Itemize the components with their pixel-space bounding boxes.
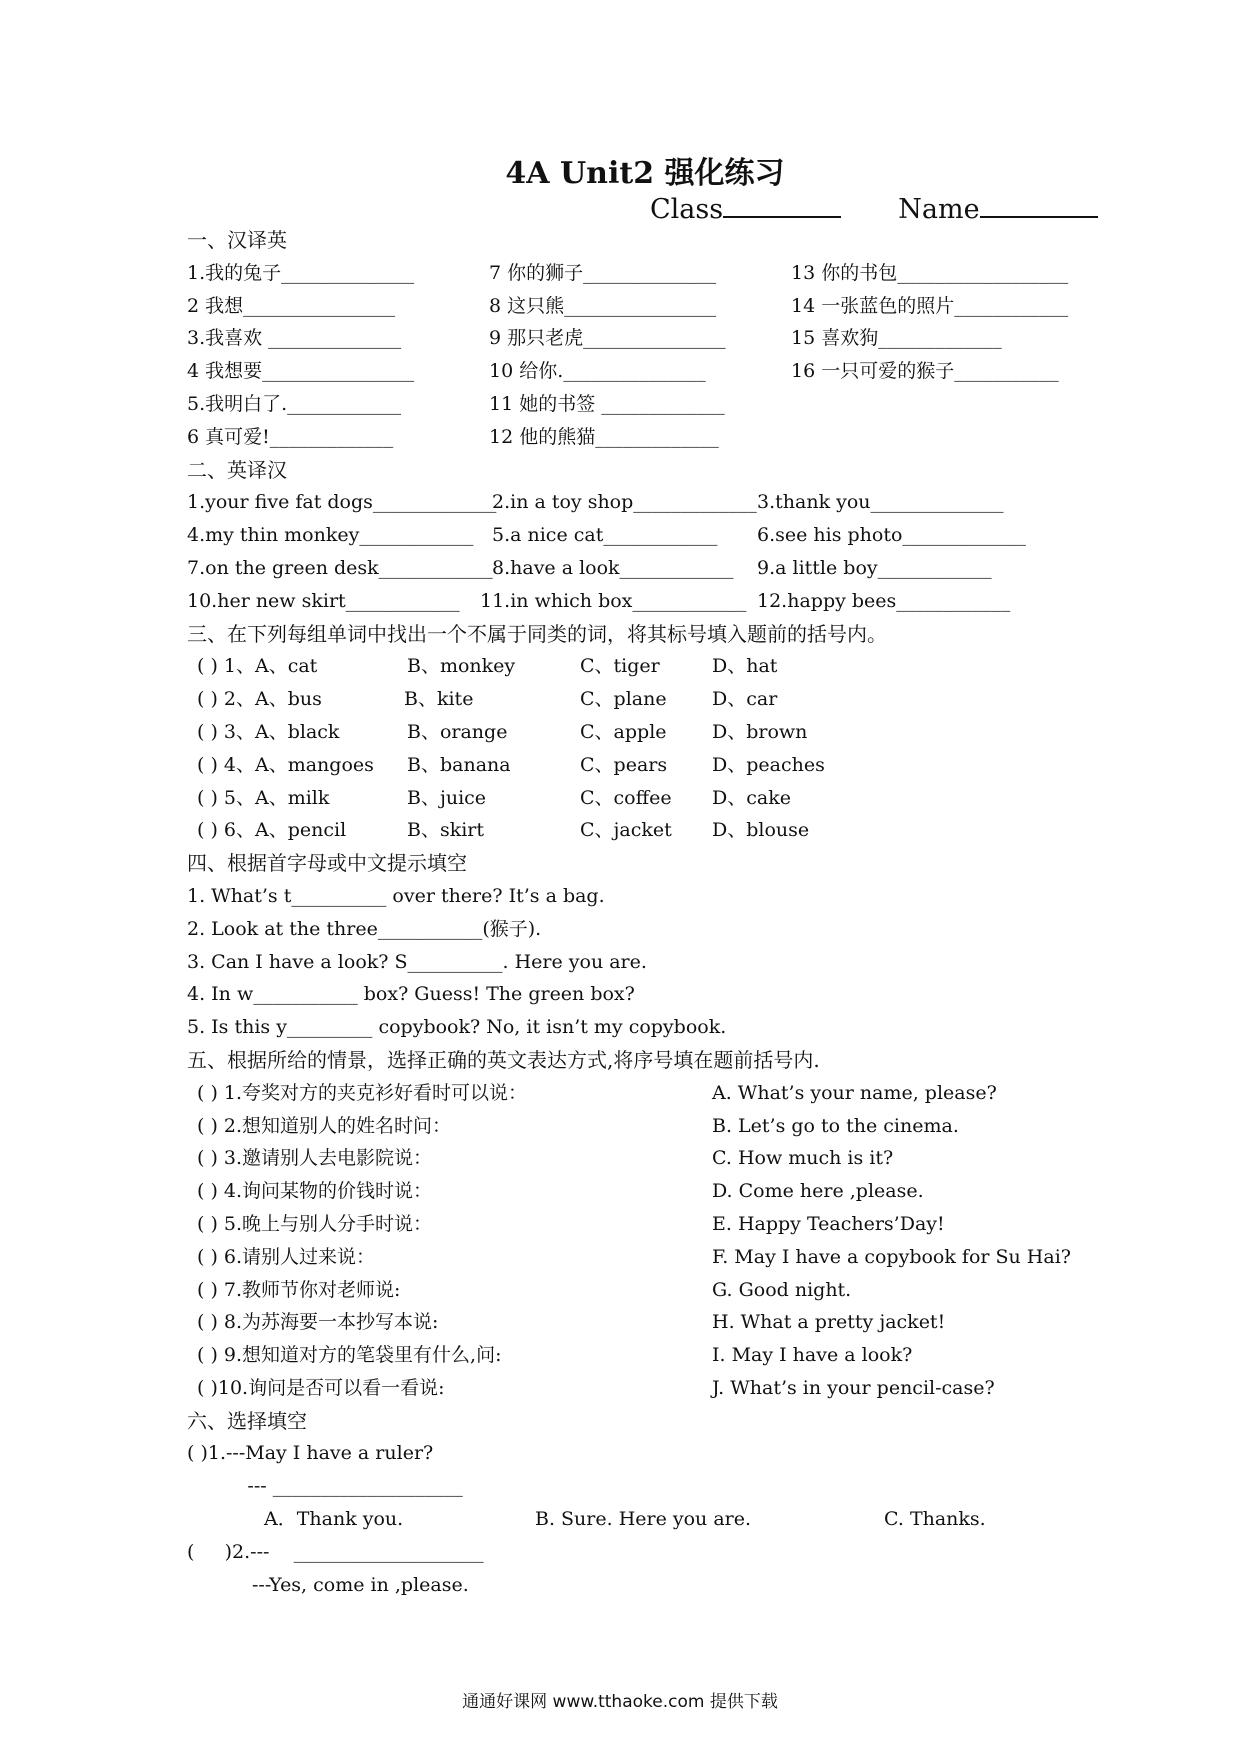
item-2: 2 我想________________ <box>187 294 396 317</box>
option-d: D、peaches <box>712 753 825 776</box>
option-c: C、pears <box>580 753 668 776</box>
section-heading-5: 五、根据所给的情景，选择正确的英文表达方式,将序号填在题前括号内. <box>187 1047 820 1072</box>
option-c: C、apple <box>580 720 667 743</box>
option-c: C、plane <box>580 688 667 711</box>
phrase-item: 6.see his photo_____________ <box>757 524 1026 547</box>
matching-row <box>187 1175 1127 1208</box>
phrase-item: 12.happy bees____________ <box>757 589 1011 612</box>
item-15: 15 喜欢狗_____________ <box>791 327 1002 350</box>
matching-row <box>187 1306 1127 1339</box>
item-6: 6 真可爱!_____________ <box>187 425 394 448</box>
item-16: 16 一只可爱的猴子___________ <box>791 360 1059 383</box>
item-5: 5.我明白了.____________ <box>187 392 402 415</box>
phrase-item: 11.in which box____________ <box>480 589 747 612</box>
situation-text: ( ) 8.为苏海要一本抄写本说: <box>197 1311 439 1334</box>
fill-blank-item: 4. In w___________ box? Guess! The green box? <box>187 983 635 1006</box>
situation-text: ( ) 4.询问某物的价钱时说： <box>197 1180 433 1203</box>
option-c: C. Thanks. <box>884 1508 986 1531</box>
fill-blank-item: 5. Is this y_________ copybook? No, it isn’t my copybook. <box>187 1016 727 1039</box>
fill-blank-item: 3. Can I have a look? S__________. Here you are. <box>187 950 647 973</box>
option-a: A．Thank you. <box>264 1508 404 1531</box>
option-b: B、kite <box>404 688 474 711</box>
section-heading-6: 六、选择填空 <box>187 1408 307 1433</box>
option-d: D、brown <box>712 720 808 743</box>
phrase-item: 5.a nice cat____________ <box>492 524 718 547</box>
expression-option: B. Let’s go to the cinema. <box>712 1114 959 1137</box>
situation-text: ( ) 7.教师节你对老师说: <box>197 1278 401 1301</box>
section-1-row <box>187 355 1127 388</box>
class-blank[interactable] <box>723 192 841 218</box>
section-1-row <box>187 290 1127 323</box>
section-heading-2: 二、英译汉 <box>187 457 287 482</box>
section-2-row <box>187 585 1127 618</box>
matching-row <box>187 1142 1127 1175</box>
matching-row <box>187 1372 1127 1405</box>
odd-one-out-row <box>187 650 1127 683</box>
page-title: 4A Unit2 强化练习 <box>505 156 785 191</box>
phrase-item: 8.have a look____________ <box>492 556 734 579</box>
odd-one-out-row <box>187 814 1127 847</box>
expression-option: J. What’s in your pencil-case? <box>712 1376 995 1399</box>
mc-options-row <box>187 1503 1127 1536</box>
section-1-row <box>187 421 1127 454</box>
item-7: 7 你的狮子______________ <box>489 261 717 284</box>
matching-row <box>187 1274 1127 1307</box>
expression-option: G. Good night. <box>712 1278 852 1301</box>
matching-row <box>187 1241 1127 1274</box>
item-1: 1.我的兔子______________ <box>187 261 415 284</box>
situation-text: ( ) 9.想知道对方的笔袋里有什么,问: <box>197 1344 502 1367</box>
matching-row <box>187 1208 1127 1241</box>
item-13: 13 你的书包__________________ <box>791 261 1069 284</box>
section-2-row <box>187 552 1127 585</box>
expression-option: H. What a pretty jacket! <box>712 1311 946 1334</box>
phrase-item: 4.my thin monkey____________ <box>187 524 474 547</box>
option-d: D、car <box>712 688 778 711</box>
item-10: 10 给你._______________ <box>489 360 706 383</box>
section-heading-4: 四、根据首字母或中文提示填空 <box>187 851 467 876</box>
mc-question-2: ( )2.--- ____________________ <box>187 1540 484 1563</box>
mc-answer-blank-1: --- ____________________ <box>187 1475 463 1498</box>
phrase-item: 10.her new skirt____________ <box>187 589 460 612</box>
question-stem: ( ) 5、A、milk <box>197 786 330 809</box>
mc-question-1: ( )1.---May I have a ruler? <box>187 1442 434 1465</box>
expression-option: I. May I have a look? <box>712 1344 913 1367</box>
phrase-item: 7.on the green desk____________ <box>187 556 493 579</box>
item-14: 14 一张蓝色的照片____________ <box>791 294 1069 317</box>
option-d: D、blouse <box>712 819 810 842</box>
class-label: Class <box>650 194 724 225</box>
question-stem: ( ) 3、A、black <box>197 720 340 743</box>
mc-reply-2: ---Yes, come in ,please. <box>252 1573 469 1596</box>
situation-text: ( ) 5.晚上与别人分手时说： <box>197 1212 433 1235</box>
question-stem: ( ) 6、A、pencil <box>197 819 347 842</box>
situation-text: ( )10.询问是否可以看一看说: <box>197 1376 445 1399</box>
option-c: C、jacket <box>580 819 672 842</box>
section-1-row <box>187 322 1127 355</box>
situation-text: ( ) 2.想知道别人的姓名时问： <box>197 1114 452 1137</box>
odd-one-out-row <box>187 683 1127 716</box>
question-stem: ( ) 2、A、bus <box>197 688 322 711</box>
matching-row <box>187 1110 1127 1143</box>
worksheet-content <box>187 224 1127 1601</box>
expression-option: D. Come here ,please. <box>712 1180 924 1203</box>
expression-option: F. May I have a copybook for Su Hai? <box>712 1245 1071 1268</box>
expression-option: A. What’s your name, please? <box>712 1081 997 1104</box>
option-c: C、coffee <box>580 786 672 809</box>
situation-text: ( ) 3.邀请别人去电影院说： <box>197 1147 433 1170</box>
name-label: Name <box>898 194 980 225</box>
matching-row <box>187 1077 1127 1110</box>
option-b: B、banana <box>407 753 511 776</box>
item-8: 8 这只熊________________ <box>489 294 717 317</box>
phrase-item: 1.your five fat dogs_____________ <box>187 491 497 514</box>
question-stem: ( ) 4、A、mangoes <box>197 753 374 776</box>
section-2-row <box>187 519 1127 552</box>
item-11: 11 她的书签 _____________ <box>489 392 725 415</box>
option-c: C、tiger <box>580 655 660 678</box>
option-d: D、hat <box>712 655 778 678</box>
expression-option: C. How much is it? <box>712 1147 894 1170</box>
name-blank[interactable] <box>980 192 1098 218</box>
option-b: B、juice <box>407 786 487 809</box>
phrase-item: 3.thank you______________ <box>757 491 1004 514</box>
section-1-row <box>187 388 1127 421</box>
fill-blank-item: 2. Look at the three___________(猴子). <box>187 917 542 940</box>
section-heading-1: 一、汉译英 <box>187 228 287 252</box>
item-3: 3.我喜欢 ______________ <box>187 327 402 350</box>
item-9: 9 那只老虎_______________ <box>489 327 726 350</box>
item-12: 12 他的熊猫_____________ <box>489 425 719 448</box>
option-d: D、cake <box>712 786 791 809</box>
phrase-item: 9.a little boy____________ <box>757 556 992 579</box>
question-stem: ( ) 1、A、cat <box>197 655 318 678</box>
section-heading-3: 三、在下列每组单词中找出一个不属于同类的词，将其标号填入题前的括号内。 <box>187 621 887 646</box>
item-4: 4 我想要________________ <box>187 360 415 383</box>
fill-blank-item: 1. What’s t__________ over there? It’s a bag. <box>187 884 605 907</box>
expression-option: E. Happy Teachers’Day! <box>712 1212 945 1235</box>
matching-row <box>187 1339 1127 1372</box>
odd-one-out-row <box>187 716 1127 749</box>
section-1-row <box>187 257 1127 290</box>
odd-one-out-row <box>187 749 1127 782</box>
section-2-row <box>187 486 1127 519</box>
option-b: B、monkey <box>407 655 516 678</box>
phrase-item: 2.in a toy shop_____________ <box>492 491 757 514</box>
situation-text: ( ) 6.请别人过来说： <box>197 1245 376 1268</box>
option-b: B、skirt <box>407 819 485 842</box>
situation-text: ( ) 1.夸奖对方的夹克衫好看时可以说： <box>197 1081 528 1104</box>
odd-one-out-row <box>187 782 1127 815</box>
option-b: B. Sure. Here you are. <box>535 1508 752 1531</box>
class-name-line <box>650 192 1098 225</box>
option-b: B、orange <box>407 720 508 743</box>
page-footer: 通通好课网 www.tthaoke.com 提供下载 <box>462 1692 778 1712</box>
